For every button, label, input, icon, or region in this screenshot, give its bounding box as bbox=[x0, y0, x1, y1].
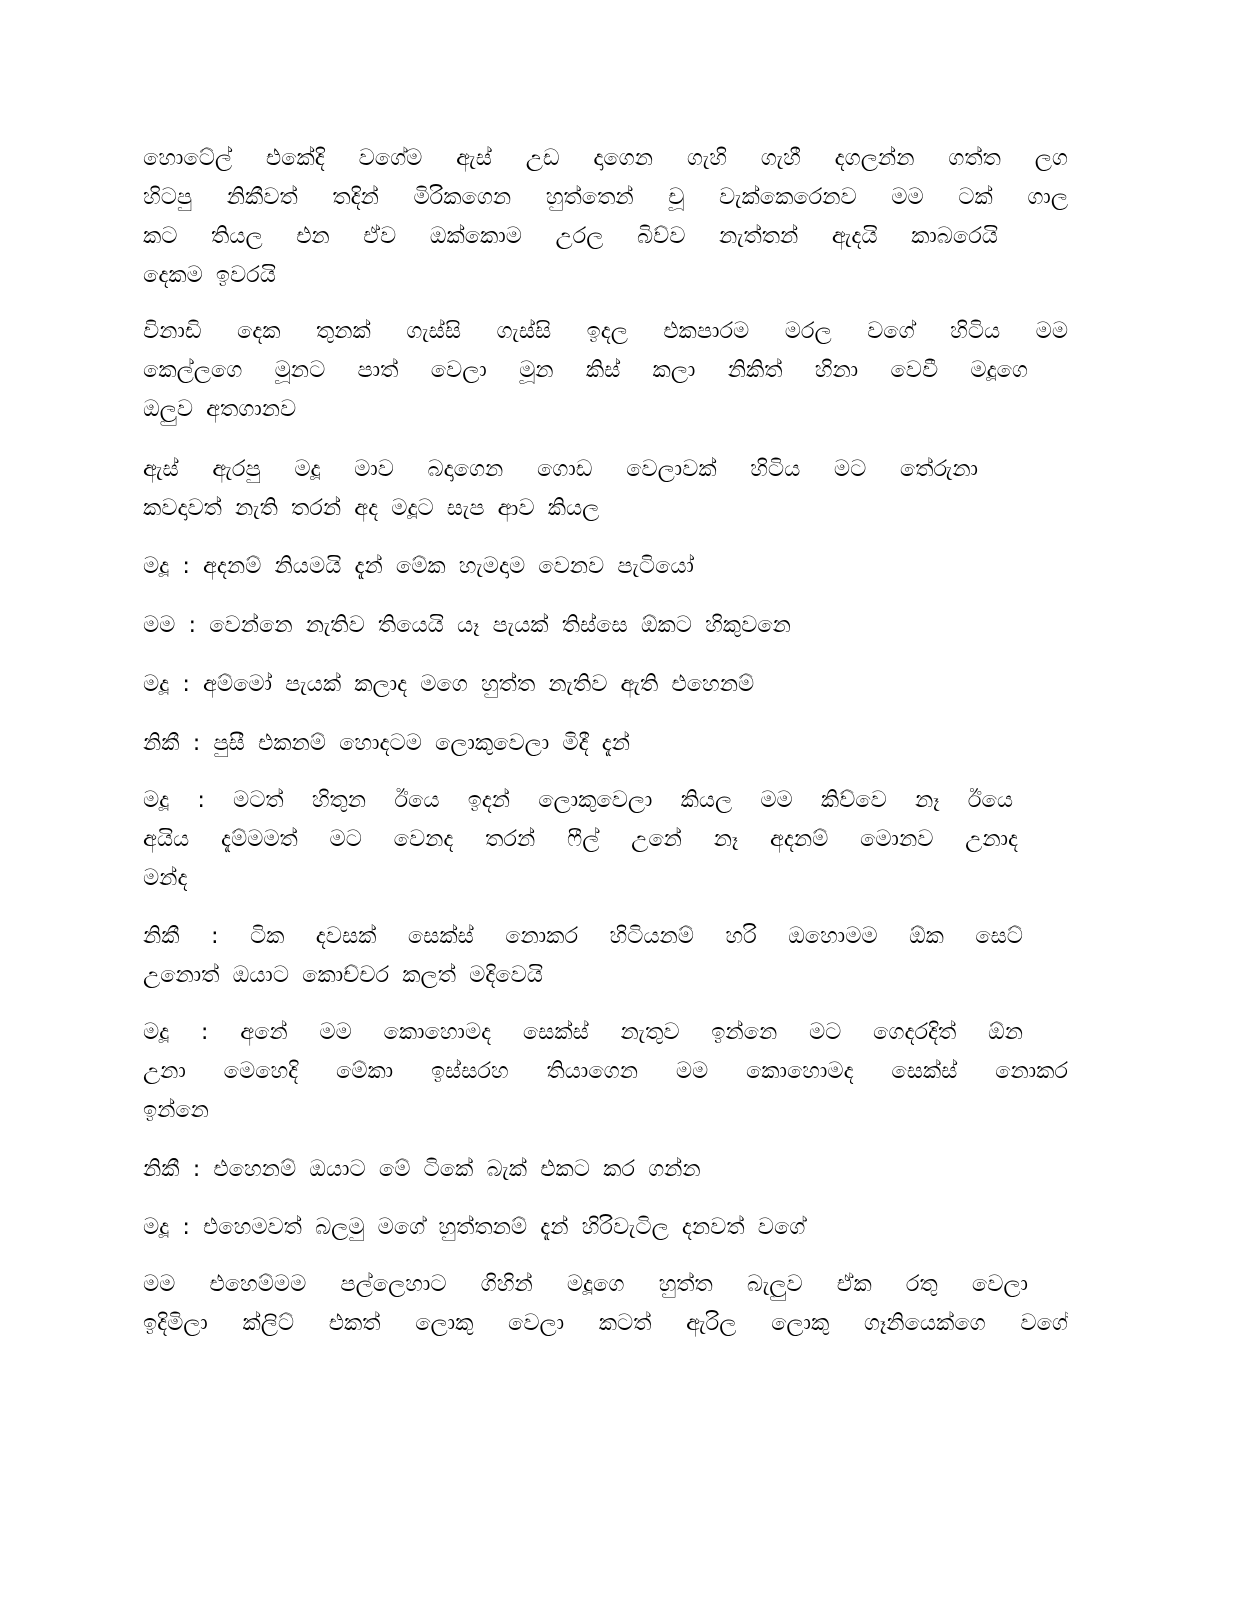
dialogue-line bbox=[143, 665, 1068, 704]
paragraph-line: නිකී : පුසී එකනම් හොදටම ලොකුවෙලා මිදී දැන් bbox=[143, 730, 630, 756]
paragraph-line: ඔලුව අතගානව bbox=[143, 396, 297, 422]
paragraph-line: ඉදිමිලා ක්ලිට් එකත් ලොකු වෙලා කටත් ඇරිල ලොකු ගෑනියෙක්ගෙ වගේ bbox=[143, 1310, 1068, 1336]
dialogue-block bbox=[143, 781, 1068, 898]
paragraph-line: නිකී : ටික දවසක් සෙක්ස් නොකර හිටියනම් හරි ඔහොමම ඕක සෙට් bbox=[143, 923, 1023, 949]
paragraph-final bbox=[143, 1265, 1068, 1343]
paragraph-3 bbox=[143, 450, 1068, 528]
paragraph-line: මදූ : අදනම් නියමයි දැන් මේක හැමදාම වෙනව පැටියෝ bbox=[143, 553, 694, 579]
paragraph-line: ඉන්නෙ bbox=[143, 1097, 209, 1123]
paragraph-line: මම : වෙන්නෙ නැතිව තියෙයි යෑ පැයක් තිස්සෙ ඕකට හිකුවනෙ bbox=[143, 612, 791, 638]
paragraph-line: නිකී : එහෙනම් ඔයාට මේ ටිකේ බැක් එකට කර ගන්න bbox=[143, 1156, 701, 1182]
paragraph-line: දෙකම ඉවරයි bbox=[143, 262, 276, 288]
dialogue-block bbox=[143, 1013, 1068, 1130]
dialogue-line bbox=[143, 724, 1068, 763]
paragraph-line: ඇස් ඇරපු මදූ මාව බදාගෙන ගොඩ වෙලාවක් හිටිය මට තේරුනා bbox=[143, 456, 978, 482]
dialogue-line bbox=[143, 547, 1068, 586]
paragraph-line: උනොත් ඔයාට කොච්චර කලත් මදිවෙයි bbox=[143, 962, 543, 988]
paragraph-line: හිටපු නිකීවත් තදින් මිරිකගෙන හුත්තෙන් චූ වැක්කෙරෙනව මම ටක් ගාල bbox=[143, 184, 1068, 210]
paragraph-line: කවදාවත් නැති තරන් අද මදූට සැප ආව කියල bbox=[143, 495, 600, 521]
paragraph-line: මන්ද bbox=[143, 865, 188, 891]
dialogue-line bbox=[143, 1150, 1068, 1189]
paragraph-line: මදූ : අම්මෝ පැයක් කලාද මගෙ හුත්ත නැතිව ඇති එහෙනම් bbox=[143, 671, 755, 697]
paragraph-2 bbox=[143, 312, 1068, 429]
dialogue-line bbox=[143, 606, 1068, 645]
paragraph-line: උනා මෙහෙදි මේකා ඉස්සරහ තියාගෙන මම කොහොමද සෙක්ස් නොකර bbox=[143, 1058, 1068, 1084]
paragraph-1 bbox=[143, 139, 1068, 295]
paragraph-line: මදූ : මටත් හිතුන ඊයෙ ඉදන් ලොකුවෙලා කියල මම කිව්වෙ නෑ ඊයෙ bbox=[143, 787, 1013, 813]
paragraph-line: මදූ : අනේ මම කොහොමද සෙක්ස් නැතුව ඉන්නෙ මට ගෙදරදිත් ඕන bbox=[143, 1019, 1023, 1045]
paragraph-line: මම එහෙම්මම පල්ලෙහාට ගිහින් මදූගෙ හුත්ත බැලුව ඒක රතු වෙලා bbox=[143, 1271, 1028, 1297]
paragraph-line: අයිය දැම්මමත් මට වෙනද තරන් ෆීල් උනේ නෑ අදනම් මොනව උනාද bbox=[143, 826, 1018, 852]
dialogue-line bbox=[143, 1208, 1068, 1247]
paragraph-line: හොටේල් එකේදි වගේම ඇස් උඩ දාගෙන ගැහි ගැහී දගලන්න ගත්ත ලග bbox=[143, 145, 1068, 171]
paragraph-line: කට තියල එන ඒව ඔක්කොම උරල බිව්ව නැත්තන් ඇදයි කාබරෙයි bbox=[143, 223, 998, 249]
paragraph-line: විනාඩි දෙක තුනක් ගැස්සි ගැස්සි ඉදල එකපාරම මරල වගේ හිටිය මම bbox=[143, 318, 1068, 344]
paragraph-line: මදූ : එහෙමවත් බලමු මගේ හුත්තනම් දැන් හිරිවැටිල දනවත් වගේ bbox=[143, 1214, 806, 1240]
paragraph-line: කෙල්ලගෙ මූනට පාත් වෙලා මූන කිස් කලා නිකිත් හිනා වෙවී මදූගෙ bbox=[143, 357, 1028, 383]
dialogue-block bbox=[143, 917, 1068, 995]
